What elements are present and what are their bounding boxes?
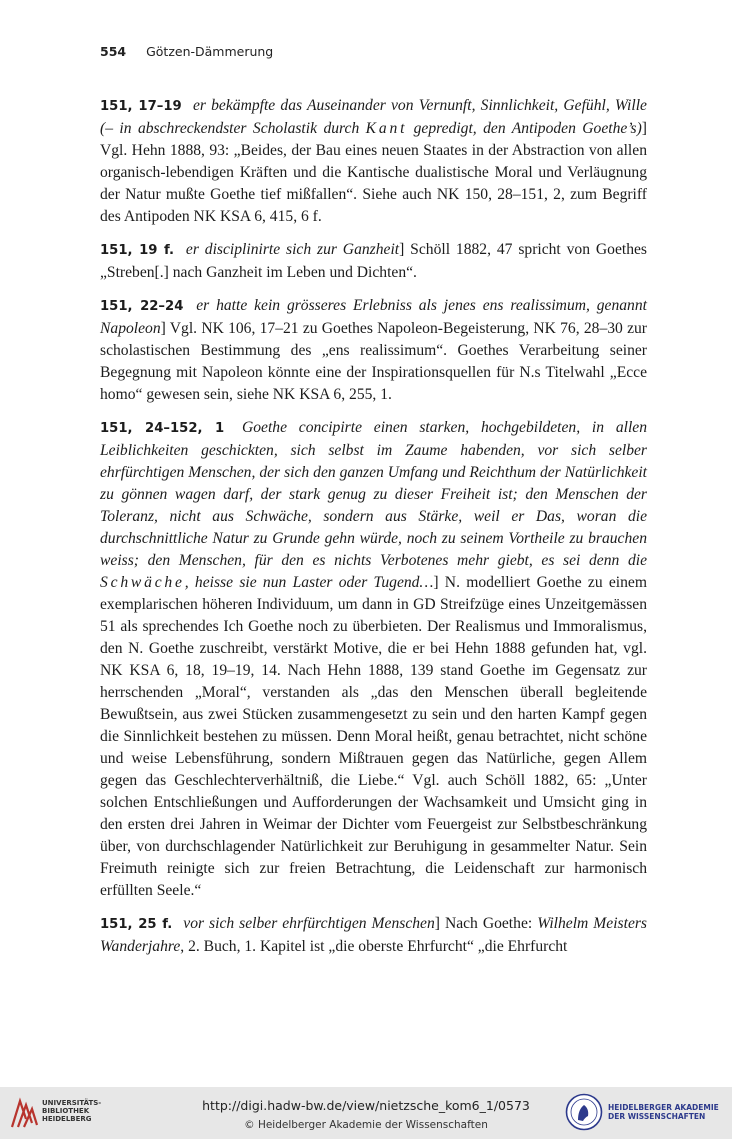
- line-reference: 151, 24–152, 1: [100, 421, 225, 436]
- footer-bar: [0, 1087, 732, 1139]
- commentary-text: ] Vgl. Hehn 1888, 93: „Beides, der Bau eines neuen Staates in der Abstraction von allen organisch-lebendigen Kräften und die Kantische dualistische Moral und Verläugnung der Natur mußte Goethe tief mißfallen“. Siehe auch NK 150, 28–151, 2, zum Begriff des Antipoden NK KSA 6, 415, 6 f.: [100, 120, 647, 225]
- lemma: er bekämpfte das Auseinander von Vernunft, Sinnlichkeit, Gefühl, Wille (– in abschreckendster Scholastik durch: [100, 97, 647, 137]
- running-header: [100, 44, 273, 59]
- page-number: 554: [100, 44, 127, 59]
- commentary-entry: [100, 239, 647, 284]
- line-reference: 151, 25 f.: [100, 917, 173, 932]
- commentary-text: ] Schöll 1882, 47 spricht von Goethes „Streben[.] nach Ganzheit im Leben und Dichten“.: [100, 241, 647, 281]
- lemma-continuation: , heisse sie nun Laster oder Tugend…: [184, 574, 434, 591]
- source-url-link[interactable]: http://digi.hadw-bw.de/view/nietzsche_kom6_1/0573: [202, 1098, 530, 1113]
- commentary-text-continuation: , 2. Buch, 1. Kapitel ist „die oberste Ehrfurcht“ „die Ehrfurcht: [180, 938, 568, 955]
- lemma-continuation: gepredigt, den Antipoden Goethe’s): [413, 120, 642, 137]
- commentary-entry: [100, 95, 647, 228]
- commentary-text: ] N. modelliert Goethe zu einem exemplarischen höheren Individuum, um dann in GD Streifzüge eines Unzeitgemässen 51 als sprechendes Ich Goethe noch zu überbieten. Der Realismus und Immoralismus, den N. Goethe zuschreibt, verstärkt Motive, die er bei Hehn 1888 gefunden hat, vgl. NK KSA 6, 18, 19–19, 14. Nach Hehn 1888, 139 stand Goethe im Gegensatz zur herrschenden „Moral“, verstanden als „das den Menschen überall begleitende Bewußtsein, aus zwei Stücken zusammengesetzt zu sein und den harten Kampf gegen die Sinnlichkeit bestehen zu müssen. Denn Moral heißt, genau betrachtet, nicht schöne und weise Lebensführung, sondern Mißtrauen gegen das Natürliche, gegen Allem gegen das Geschlechterverhältniß, die Liebe.“ Vgl. auch Schöll 1882, 65: „Unter solchen Entschließungen und Aufforderungen der Wachsamkeit und Umsicht ging in den ersten drei Jahren in Weimar der Dichter vom Feuergeist zur Selbstbeschränkung über, von durchschlagender Natürlichkeit zur Beruhigung in gesammelter Natur. Sein Freimuth reinigte sich zur freien Betrachtung, die Leidenschaft zur harmonisch erfüllten Seele.“: [100, 574, 647, 899]
- commentary-entry: [100, 913, 647, 958]
- line-reference: 151, 17–19: [100, 99, 182, 114]
- commentary-text: ] Nach Goethe:: [434, 915, 533, 932]
- lemma: er disciplinirte sich zur Ganzheit: [185, 241, 400, 258]
- academy-seal-icon: [565, 1093, 603, 1131]
- lemma: vor sich selber ehrfürchtigen Menschen: [183, 915, 435, 932]
- commentary-text: ] Vgl. NK 106, 17–21 zu Goethes Napoleon-Begeisterung, NK 76, 28–30 zur scholastischen Bestimmung des „ens realissimum“. Goethes Verarbeitung seiner Begegnung mit Napoleon könnte eine der Inspirationsquellen für N.s Titelwahl „Ecce homo“ gewesen sein, siehe NK KSA 6, 255, 1.: [100, 320, 647, 403]
- lemma: Goethe concipirte einen starken, hochgebildeten, in allen Leiblichkeiten geschickten, sich selbst im Zaume habenden, vor sich selber ehrfürchtigen Menschen, der sich den ganzen Umfang und Reichthum der Natürlichkeit zu gönnen wagen darf, der stark genug zu dieser Freiheit ist; den Menschen der Toleranz, nicht aus Schwäche, sondern aus Stärke, weil er Das, woran die durchschnittliche Natur zu Grunde gehn würde, noch zu seinem Vortheile zu brauchen weiss; den Menschen, für den es nichts Verbotenes mehr giebt, es sei denn die: [100, 419, 647, 569]
- lemma-spaced: Schwäche: [100, 574, 185, 591]
- commentary-body: [100, 95, 647, 969]
- work-title: Wilhelm Meisters Wanderjahre: [100, 915, 647, 955]
- academy-name: HEIDELBERGER AKADEMIE DER WISSENSCHAFTEN: [608, 1103, 719, 1121]
- library-name: UNIVERSITÄTS- BIBLIOTHEK HEIDELBERG: [42, 1099, 102, 1123]
- lemma: er hatte kein grösseres Erlebniss als jenes ens realissimum, genannt Napoleon: [100, 297, 647, 337]
- running-title: Götzen-Dämmerung: [146, 44, 274, 59]
- copyright-text: © Heidelberger Akademie der Wissenschaften: [244, 1119, 488, 1131]
- lemma-spaced: Kant: [365, 120, 408, 137]
- commentary-entry: [100, 295, 647, 406]
- line-reference: 151, 22–24: [100, 299, 184, 314]
- commentary-entry: [100, 417, 647, 902]
- line-reference: 151, 19 f.: [100, 243, 175, 258]
